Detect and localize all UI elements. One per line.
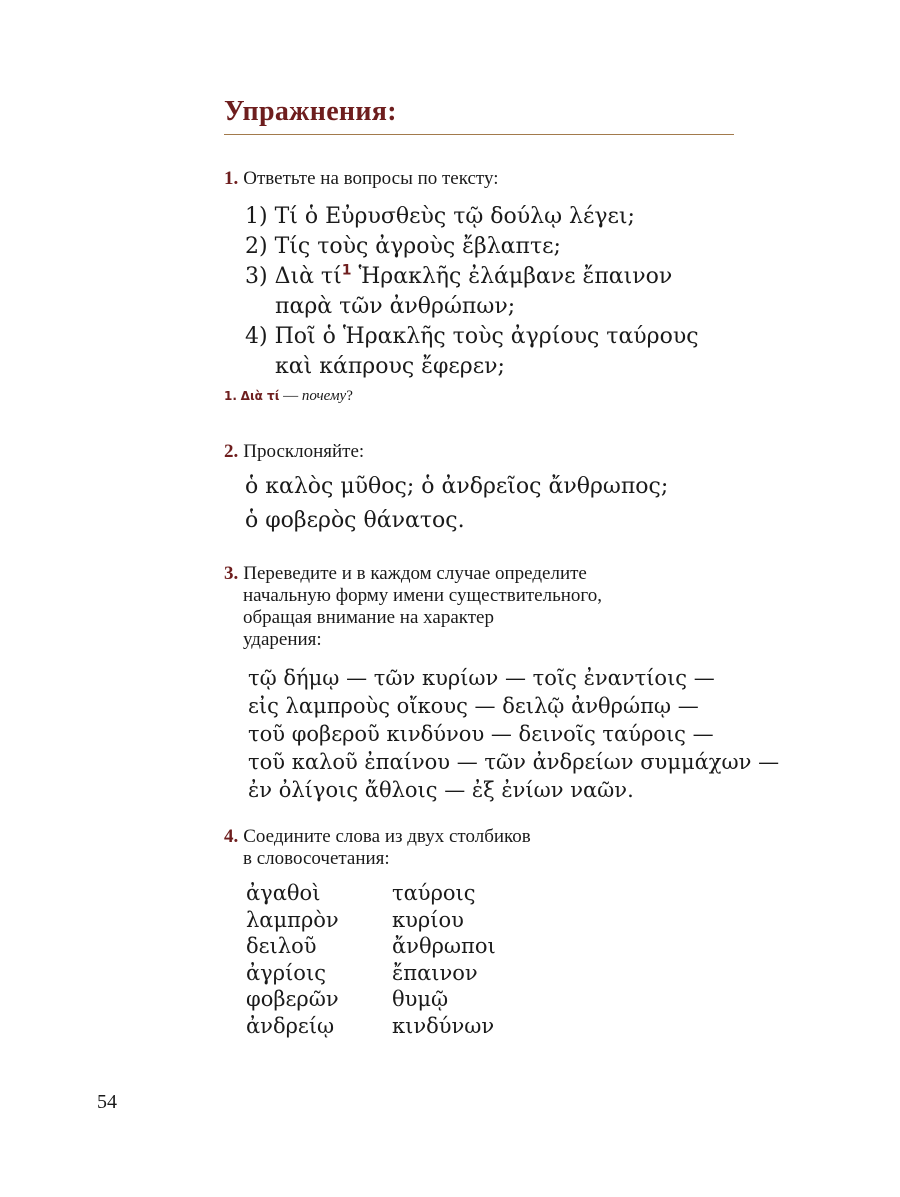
- footnote-marker: 1: [341, 262, 352, 279]
- question-3: 3) Διὰ $\tau ί^1$ Ἡρακλῆς ἐλάμβανε ἔπαινον παρὰ τῶν ἀνθρώπων;: [245, 262, 673, 319]
- task-1-heading: [224, 168, 499, 190]
- task-1-text: Ответьте на вопросы по тексту:: [243, 168, 499, 189]
- footnote-definition: почему: [301, 388, 347, 404]
- task-2-number: 2.: [224, 441, 239, 462]
- task-3-content: τῷ δήμῳ — τῶν κυρίων — τοῖς ἐναντίοις — εἰς λαμπροὺς οἴκους — δειλῷ ἀνθρώπῳ — τοῦ φοβεροῦ κινδύνου — δεινοῖς ταύροις — τοῦ καλοῦ ἐπαίνου — τῶν ἀνδρείων συμμάχων — ἐν ὀλίγοις ἄθλοις — ἐξ ἐνίων ναῶν.: [248, 666, 780, 802]
- footnote-number: 1.: [224, 389, 237, 403]
- footnote-term: Διὰ τί: [240, 389, 280, 403]
- word-pair-row: ἀνδρείῳ κινδύνων: [246, 1013, 495, 1038]
- word-pair-row: δειλοῦ ἄνθρωποι: [246, 934, 496, 958]
- footnote: 1. Διὰ τί — почему?: [224, 388, 353, 404]
- task-3-heading: 3. Переведите и в каждом случае определите начальную форму имени существительного, обращая внимание на характер ударения:: [224, 563, 602, 650]
- task-1-number: 1.: [224, 168, 239, 189]
- task-4-heading: 4. Соедините слова из двух столбиков в словосочетания:: [224, 826, 531, 869]
- question-2: 2) Τίς τοὺς ἀγροὺς ἔβλαπτε;: [245, 234, 561, 259]
- task-2-content: ὁ καλὸς μῦθος; ὁ ἀνδρεῖος ἄνθρωπος; ὁ φοβερὸς θάνατος.: [245, 474, 669, 533]
- question-1: 1) Τί ὁ Εὐρυσθεὺς τῷ δούλῳ λέγει;: [245, 204, 635, 229]
- word-pair-row: λαμπρὸν κυρίου: [246, 907, 464, 932]
- section-title: Упражнения:: [224, 96, 734, 135]
- task-2-heading: [224, 441, 364, 463]
- task-2-text: Просклоняйте:: [243, 441, 365, 462]
- task-3-number: 3.: [224, 563, 239, 584]
- page-number: 54: [97, 1091, 117, 1113]
- word-pair-row: φοβερῶν θυμῷ: [246, 987, 449, 1011]
- task-1-questions: [245, 202, 699, 382]
- word-pair-row: ἀγαθοὶ ταύροις: [246, 881, 476, 905]
- task-4-columns: [246, 880, 496, 1039]
- question-4: 4) Ποῖ ὁ Ἡρακλῆς τοὺς ἀγρίους ταύρους καὶ κάπρους ἔφερεν;: [245, 324, 699, 379]
- task-4-number: 4.: [224, 826, 239, 847]
- word-pair-row: ἀγρίοις ἔπαινον: [246, 960, 478, 985]
